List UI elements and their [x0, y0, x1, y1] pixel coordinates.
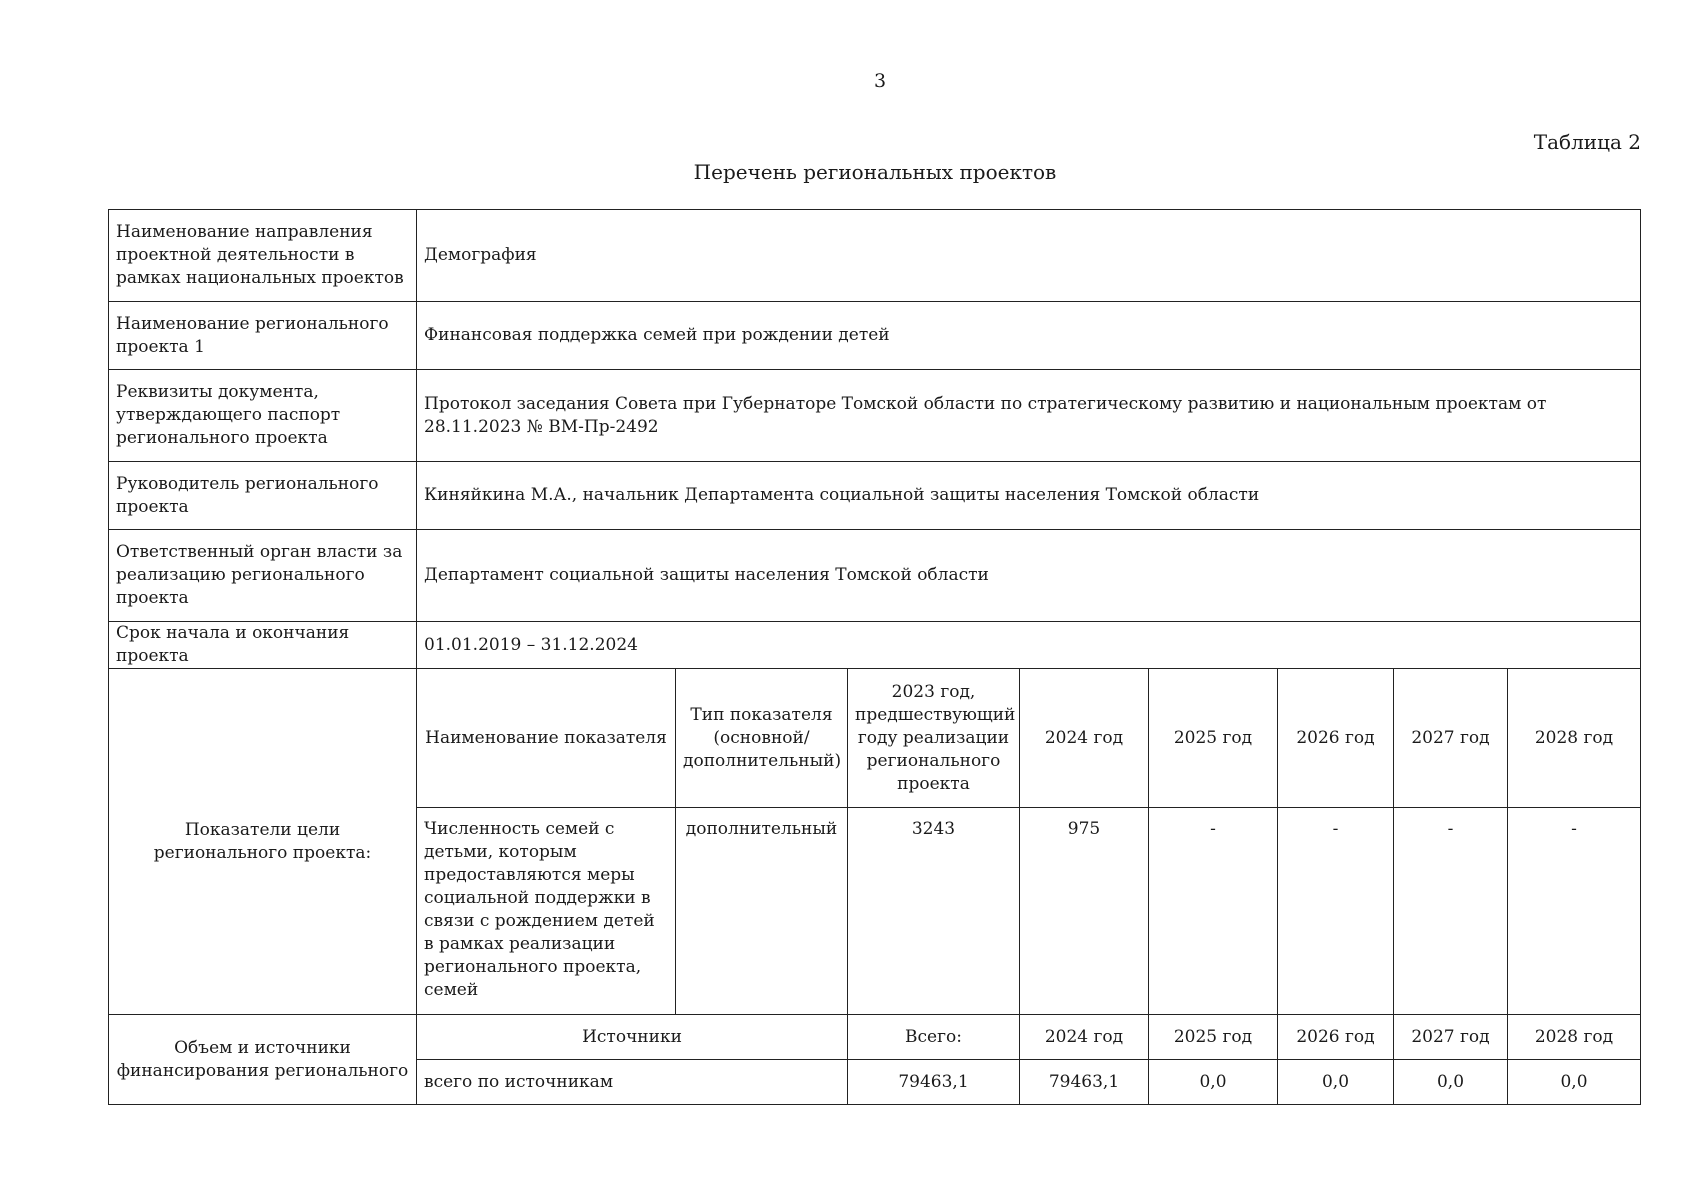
document-title: Перечень региональных проектов — [693, 160, 1057, 184]
document-details-label: Реквизиты документа, утверждающего паспорт регионального проекта — [109, 370, 417, 462]
direction-value: Демография — [417, 210, 1641, 302]
table-row — [109, 462, 1641, 530]
fin-year-2028-header: 2028 год — [1508, 1015, 1641, 1060]
table-row — [109, 210, 1641, 302]
indicator-2027-value: - — [1394, 808, 1508, 1015]
responsible-value: Департамент социальной защиты населения Томской области — [417, 530, 1641, 622]
financing-header-row — [109, 1015, 1641, 1060]
table-row — [109, 370, 1641, 462]
direction-label: Наименование направления проектной деятельности в рамках национальных проектов — [109, 210, 417, 302]
indicator-name-header: Наименование показателя — [417, 669, 676, 808]
indicator-2028-value: - — [1508, 808, 1641, 1015]
page-number: 3 — [873, 70, 887, 92]
financing-label: Объем и источники финансирования регионального — [109, 1015, 417, 1105]
table-row — [109, 622, 1641, 669]
financing-2026-value: 0,0 — [1278, 1060, 1394, 1105]
financing-2024-value: 79463,1 — [1020, 1060, 1149, 1105]
indicators-header-row — [109, 669, 1641, 808]
sources-header: Источники — [417, 1015, 848, 1060]
term-value: 01.01.2019 – 31.12.2024 — [417, 622, 1641, 669]
indicator-2024-value: 975 — [1020, 808, 1149, 1015]
term-label: Срок начала и окончания проекта — [109, 622, 417, 669]
project-head-label: Руководитель регионального проекта — [109, 462, 417, 530]
year-2026-header: 2026 год — [1278, 669, 1394, 808]
indicator-2025-value: - — [1149, 808, 1278, 1015]
financing-source: всего по источникам — [417, 1060, 848, 1105]
indicator-type-header: Тип показателя (основной/ дополнительный) — [676, 669, 848, 808]
base-year-header: 2023 год, предшествующий году реализации регионального проекта — [848, 669, 1020, 808]
table-row — [109, 302, 1641, 370]
table-label: Таблица 2 — [1533, 130, 1641, 154]
financing-2028-value: 0,0 — [1508, 1060, 1641, 1105]
fin-year-2024-header: 2024 год — [1020, 1015, 1149, 1060]
indicators-label: Показатели цели регионального проекта: — [109, 669, 417, 1015]
financing-2025-value: 0,0 — [1149, 1060, 1278, 1105]
project-head-value: Киняйкина М.А., начальник Департамента социальной защиты населения Томской области — [417, 462, 1641, 530]
indicator-2026-value: - — [1278, 808, 1394, 1015]
indicator-name: Численность семей с детьми, которым предоставляются меры социальной поддержки в связи с рождением детей в рамках реализации регионального проекта, семей — [417, 808, 676, 1015]
year-2027-header: 2027 год — [1394, 669, 1508, 808]
financing-total-value: 79463,1 — [848, 1060, 1020, 1105]
fin-year-2026-header: 2026 год — [1278, 1015, 1394, 1060]
financing-2027-value: 0,0 — [1394, 1060, 1508, 1105]
year-2025-header: 2025 год — [1149, 669, 1278, 808]
regional-projects-table — [108, 209, 1641, 1105]
project-name-label: Наименование регионального проекта 1 — [109, 302, 417, 370]
fin-year-2025-header: 2025 год — [1149, 1015, 1278, 1060]
table-row — [109, 530, 1641, 622]
indicator-type: дополнительный — [676, 808, 848, 1015]
year-2028-header: 2028 год — [1508, 669, 1641, 808]
total-header: Всего: — [848, 1015, 1020, 1060]
year-2024-header: 2024 год — [1020, 669, 1149, 808]
fin-year-2027-header: 2027 год — [1394, 1015, 1508, 1060]
indicator-base-year-value: 3243 — [848, 808, 1020, 1015]
project-name-value: Финансовая поддержка семей при рождении детей — [417, 302, 1641, 370]
document-details-value: Протокол заседания Совета при Губернаторе Томской области по стратегическому развитию и национальным проектам от 28.11.2023 № ВМ-Пр-2492 — [417, 370, 1641, 462]
responsible-label: Ответственный орган власти за реализацию регионального проекта — [109, 530, 417, 622]
